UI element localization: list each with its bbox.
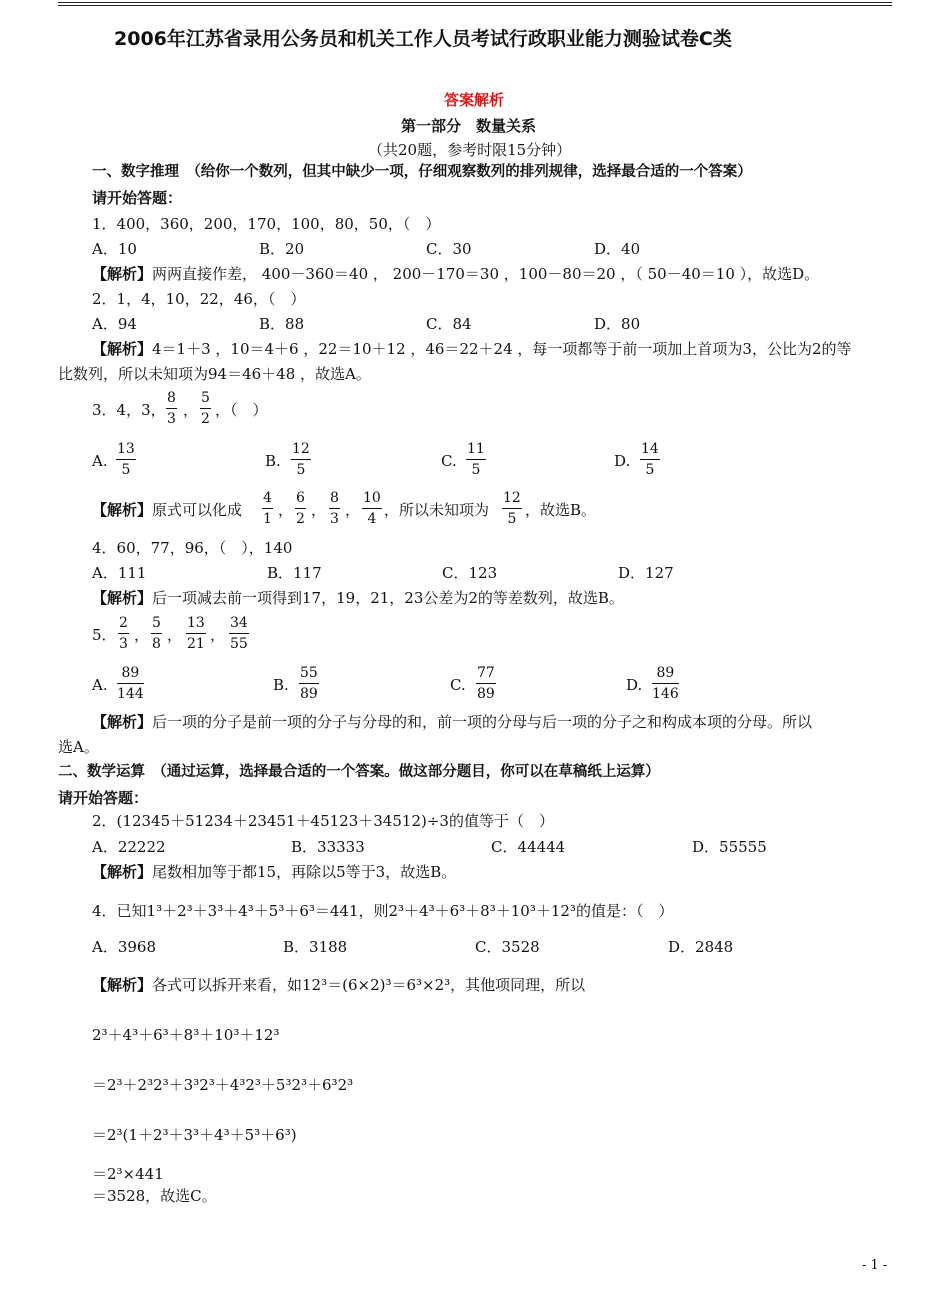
s2-q4-option-c: C．3528 — [475, 938, 540, 956]
q3-exp-comma-1: ， — [278, 501, 294, 519]
s2-q2-option-b: B．33333 — [291, 838, 365, 856]
s2-q4-derivation-2: ＝2³＋2³2³＋3³2³＋4³2³＋5³2³＋6³2³ — [92, 1076, 354, 1094]
s2-q4-explanation — [92, 976, 585, 994]
q3-exp-tag: 【解析】 — [92, 501, 153, 519]
q5-exp-text-1: 后一项的分子是前一项的分子与分母的和，前一项的分母与后一项的分子之和构成本项的分母。所以 — [152, 713, 813, 731]
s2-q2-option-c: C．44444 — [491, 838, 566, 856]
q3-exp-pre: 原式可以化成 — [152, 501, 243, 519]
q2-option-d: D．80 — [594, 315, 641, 333]
s2-q4-option-b: B．3188 — [283, 938, 348, 956]
s2-q4-option-a: A．3968 — [92, 938, 157, 956]
s2-q4-derivation-5: ＝3528，故选C。 — [92, 1187, 217, 1205]
q5-explanation — [92, 713, 812, 731]
q3-option-a-value: $\frac{13}{5}$ — [117, 441, 135, 478]
q3-stem-suffix: ，（ ） — [215, 401, 268, 419]
s2-q2-stem: 2．(12345＋51234＋23451＋45123＋34512)÷3的值等于（ ） — [92, 812, 554, 830]
q1-option-b: B．20 — [259, 240, 305, 258]
q2-option-c: C．84 — [426, 315, 472, 333]
q3-option-a-label: A. — [92, 452, 108, 470]
q4-explanation — [92, 589, 624, 607]
section1-start: 请开始答题： — [92, 189, 183, 207]
q5-comma-1: ， — [134, 626, 150, 644]
s2-q4-stem: 4．已知1³＋2³＋3³＋4³＋5³＋6³＝441，则2³＋4³＋6³＋8³＋10³＋12³的值是：（ ） — [92, 902, 674, 920]
q3-exp-end: ，故选B。 — [525, 501, 597, 519]
q3-exp-term-3: $\frac{8}{3}$ — [330, 490, 339, 527]
q3-exp-term-1: $\frac{4}{1}$ — [263, 490, 272, 527]
q3-explanation — [92, 501, 242, 519]
q5-option-c-label: C. — [450, 676, 466, 694]
q5-option-d-label: D. — [626, 676, 643, 694]
q1-exp-tag: 【解析】 — [92, 265, 153, 283]
q4-option-d: D．127 — [618, 564, 674, 582]
q4-exp-text: 后一项减去前一项得到17，19，21，23公差为2的等差数列，故选B。 — [152, 589, 624, 607]
q5-option-d-value: $\frac{89}{146}$ — [652, 665, 679, 702]
q2-option-b: B．88 — [259, 315, 305, 333]
q5-comma-3: ， — [210, 626, 226, 644]
answers-heading: 答案解析 — [444, 91, 505, 109]
s2-q2-exp-tag: 【解析】 — [92, 863, 153, 881]
q5-stem-prefix: 5． — [92, 626, 117, 644]
q5-exp-tag: 【解析】 — [92, 713, 153, 731]
section2-start: 请开始答题： — [58, 789, 149, 807]
q3-exp-mid: ，所以未知项为 — [384, 501, 490, 519]
q4-option-b: B．117 — [267, 564, 322, 582]
q3-exp-comma-2: ， — [311, 501, 327, 519]
top-rule-2 — [58, 5, 892, 6]
section1-heading: 一、数字推理 （给你一个数列，但其中缺少一项，仔细观察数列的排列规律，选择最合适的一个答案） — [92, 164, 752, 180]
s2-q2-option-a: A．22222 — [92, 838, 166, 856]
s2-q2-explanation — [92, 863, 456, 881]
q5-option-a-value: $\frac{89}{144}$ — [117, 665, 144, 702]
q1-option-d: D．40 — [594, 240, 641, 258]
q5-comma-2: ， — [167, 626, 183, 644]
q3-option-c-value: $\frac{11}{5}$ — [467, 441, 485, 478]
q3-term-1: $\frac{8}{3}$ — [167, 390, 176, 427]
q2-explanation — [92, 340, 852, 358]
q3-exp-term-2: $\frac{6}{2}$ — [296, 490, 305, 527]
q1-option-a: A．10 — [92, 240, 137, 258]
q5-exp-text-2: 选A。 — [58, 738, 99, 756]
q5-option-b-value: $\frac{55}{89}$ — [300, 665, 318, 702]
q3-option-c-label: C. — [441, 452, 457, 470]
part-heading: 第一部分 数量关系 — [401, 117, 537, 135]
s2-q4-option-d: D．2848 — [668, 938, 734, 956]
q5-option-c-value: $\frac{77}{89}$ — [477, 665, 495, 702]
q3-option-b-value: $\frac{12}{5}$ — [292, 441, 310, 478]
q5-option-a-label: A. — [92, 676, 108, 694]
q3-sep: ， — [183, 401, 199, 419]
q3-stem-prefix: 3．4，3， — [92, 401, 166, 419]
q4-exp-tag: 【解析】 — [92, 589, 153, 607]
q4-option-a: A．111 — [92, 564, 147, 582]
q3-exp-answer: $\frac{12}{5}$ — [503, 490, 521, 527]
q3-term-2: $\frac{5}{2}$ — [201, 390, 210, 427]
s2-q4-derivation-4: ＝2³×441 — [92, 1165, 164, 1183]
q4-stem: 4．60，77，96，（ ），140 — [92, 539, 293, 557]
q4-option-c: C．123 — [442, 564, 498, 582]
s2-q4-derivation-3: ＝2³(1＋2³＋3³＋4³＋5³＋6³) — [92, 1126, 297, 1144]
s2-q2-exp-text: 尾数相加等于都15，再除以5等于3，故选B。 — [152, 863, 457, 881]
q5-term-1: $\frac{2}{3}$ — [119, 615, 128, 652]
page-title: 2006年江苏省录用公务员和机关工作人员考试行政职业能力测验试卷C类 — [114, 28, 732, 50]
s2-q4-exp-tag: 【解析】 — [92, 976, 153, 994]
q3-exp-term-4: $\frac{10}{4}$ — [363, 490, 381, 527]
s2-q2-option-d: D．55555 — [692, 838, 767, 856]
q5-term-2: $\frac{5}{8}$ — [152, 615, 161, 652]
top-rule — [58, 2, 892, 3]
q1-stem: 1．400，360，200，170，100，80，50，（ ） — [92, 215, 441, 233]
q2-stem: 2．1，4，10，22，46，（ ） — [92, 290, 306, 308]
page-number: - 1 - — [862, 1258, 888, 1273]
q1-explanation — [92, 265, 819, 283]
q3-option-b-label: B. — [265, 452, 281, 470]
q3-option-d-value: $\frac{14}{5}$ — [641, 441, 659, 478]
q3-option-d-label: D. — [614, 452, 631, 470]
q5-term-4: $\frac{34}{55}$ — [230, 615, 248, 652]
q3-exp-comma-3: ， — [345, 501, 361, 519]
section2-heading: 二、数学运算 （通过运算，选择最合适的一个答案。做这部分题目，你可以在草稿纸上运算） — [58, 764, 660, 780]
q1-option-c: C．30 — [426, 240, 472, 258]
q5-term-3: $\frac{13}{21}$ — [187, 615, 205, 652]
q2-option-a: A．94 — [92, 315, 137, 333]
s2-q4-derivation-1: 2³＋4³＋6³＋8³＋10³＋12³ — [92, 1026, 280, 1044]
q2-exp-text-2: 比数列，所以未知项为94＝46＋48 ，故选A。 — [58, 365, 371, 383]
q1-exp-text: 两两直接作差， 400－360＝40 ， 200－170＝30 ，100－80＝20 ，（ 50－40＝10 ），故选D。 — [152, 265, 820, 283]
part-note: （共20题，参考时限15分钟） — [368, 141, 572, 159]
q2-exp-text-1: 4＝1＋3 ，10＝4＋6 ，22＝10＋12 ，46＝22＋24 ，每一项都等于前一项加上首项为3，公比为2的等 — [152, 340, 852, 358]
q5-option-b-label: B. — [273, 676, 289, 694]
q2-exp-tag: 【解析】 — [92, 340, 153, 358]
s2-q4-exp-text: 各式可以拆开来看，如12³＝(6×2)³＝6³×2³，其他项同理，所以 — [152, 976, 586, 994]
